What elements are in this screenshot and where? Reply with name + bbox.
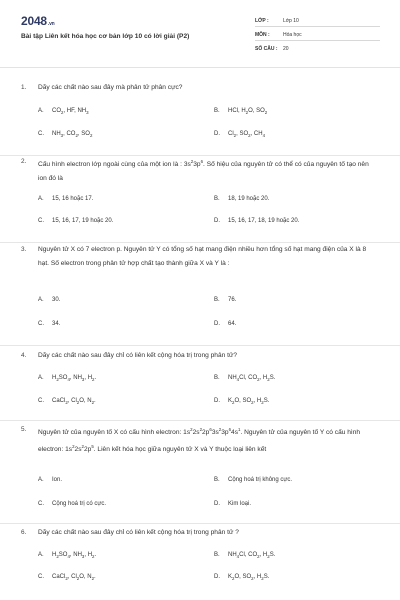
meta-value: Lớp 10: [283, 18, 299, 24]
question-text: Nguyên tử X có 7 electron p. Nguyên tử Y có tổng số hạt mang điện nhiều hơn tổng số hạt mang điện của X là 8 hạt. Số electron trong phân tử hợp chất tạo thành giữa X và Y là :: [38, 246, 367, 267]
site-logo[interactable]: [21, 14, 55, 28]
option-text: Cộng hoá trị có cực.: [52, 501, 107, 507]
option-text: $Cl_2$, $SO_2$, $CH_4$: [228, 131, 266, 139]
answer-option[interactable]: [38, 321, 60, 327]
answer-option[interactable]: [38, 398, 96, 405]
answer-option[interactable]: [38, 297, 60, 303]
answer-option[interactable]: [214, 297, 236, 303]
option-text: 15, 16, 17, 18, 19 hoặc 20.: [228, 218, 300, 224]
option-letter: D.: [214, 501, 220, 507]
meta-label: SỐ CÂU :: [255, 46, 278, 52]
option-letter: C.: [38, 321, 44, 327]
answer-option[interactable]: [214, 398, 269, 405]
option-text: 64.: [228, 321, 237, 327]
option-letter: D.: [214, 574, 220, 580]
answer-option[interactable]: [214, 131, 265, 138]
meta-value: 20: [283, 46, 289, 52]
meta-subject: [255, 32, 385, 38]
page-title: Bài tập Liên kết hóa học cơ bản lớp 10 có lời giải (P2): [21, 33, 190, 40]
option-letter: D.: [214, 321, 220, 327]
option-letter: C.: [38, 218, 44, 224]
question-number: 2.: [21, 158, 27, 165]
option-letter: B.: [214, 297, 220, 303]
option-letter: B.: [214, 477, 220, 483]
option-text: $H_2SO_4$, $NH_3$, $H_2$.: [52, 375, 97, 383]
logo-text: 2048: [21, 14, 47, 28]
meta-label: MÔN :: [255, 32, 270, 38]
answer-option[interactable]: [38, 375, 96, 382]
meta-class: [255, 18, 385, 24]
question-divider: [0, 345, 400, 346]
option-text: $NH_4Cl$, $CO_2$, $H_2S$.: [228, 552, 276, 560]
option-letter: C.: [38, 501, 44, 507]
answer-option[interactable]: [214, 501, 251, 507]
option-text: Kim loại.: [228, 501, 252, 507]
option-letter: B.: [214, 552, 220, 558]
option-letter: A.: [38, 477, 44, 483]
question-text: Nguyên tử của nguyên tố X có cấu hình electron: $1s^22s^22p^63s^23p^64s^1$. Nguyên tử của nguyên tố Y có cấu hình electron: $1s^22s^22p^5$. Liên kết hóa học giữa nguyên tử X và Y thuộc loại liên kết: [38, 427, 361, 453]
logo-suffix: .vn: [47, 21, 55, 27]
answer-option[interactable]: [214, 574, 269, 581]
meta-label: LỚP :: [255, 18, 269, 24]
answer-option[interactable]: [38, 552, 96, 559]
option-letter: D.: [214, 218, 220, 224]
option-letter: D.: [214, 398, 220, 404]
option-letter: C.: [38, 131, 44, 137]
meta-count: [255, 46, 385, 52]
question-number: 4.: [21, 352, 27, 359]
option-letter: A.: [38, 108, 44, 114]
answer-option[interactable]: [214, 196, 269, 202]
answer-option[interactable]: [38, 196, 93, 202]
option-text: CaCl$_2$, $Cl_2O$, $N_2$.: [52, 398, 96, 406]
option-text: 76.: [228, 297, 237, 303]
answer-option[interactable]: [38, 501, 106, 507]
answer-option[interactable]: [38, 574, 96, 581]
option-text: $NH_3$, $CO_2$, $SO_2$: [52, 131, 93, 139]
answer-option[interactable]: [38, 477, 62, 483]
option-letter: C.: [38, 398, 44, 404]
meta-value: Hóa học: [283, 32, 302, 38]
option-text: CaCl$_2$, $Cl_2O$, $N_2$.: [52, 574, 96, 582]
option-text: $CO_2$, HF, $NH_3$: [52, 108, 89, 116]
option-letter: A.: [38, 375, 44, 381]
question-text: Dãy các chất nào sau đây chỉ có liên kết cộng hóa trị trong phân tử ?: [38, 529, 239, 536]
option-text: 15, 16, 17, 19 hoặc 20.: [52, 218, 114, 224]
question-divider: [0, 420, 400, 421]
question-text: Cấu hình electron lớp ngoài cùng của một ion là : $3s^23p^6$. Số hiệu của nguyên tử có thể có của nguyên tố tạo nên ion đó là: [38, 159, 369, 182]
question-number: 6.: [21, 529, 27, 536]
option-text: 18, 19 hoặc 20.: [228, 196, 270, 202]
option-text: 30.: [52, 297, 61, 303]
option-text: 15, 16 hoặc 17.: [52, 196, 94, 202]
header-divider: [0, 67, 400, 68]
option-text: $K_2O$, $SO_2$, $H_2S$.: [228, 398, 270, 406]
option-letter: A.: [38, 196, 44, 202]
option-letter: A.: [38, 297, 44, 303]
option-text: $K_2O$, $SO_2$, $H_2S$.: [228, 574, 270, 582]
answer-option[interactable]: [214, 108, 267, 115]
question-number: 5.: [21, 426, 27, 433]
answer-option[interactable]: [214, 375, 275, 382]
option-letter: C.: [38, 574, 44, 580]
option-letter: B.: [214, 108, 220, 114]
answer-option[interactable]: [38, 131, 92, 138]
option-text: Ion.: [52, 477, 63, 483]
option-letter: D.: [214, 131, 220, 137]
meta-divider: [255, 40, 380, 41]
question-number: 1.: [21, 84, 27, 91]
option-letter: B.: [214, 375, 220, 381]
question-text: Dãy các chất nào sau đây mà phân tử phân cực?: [38, 84, 183, 91]
answer-option[interactable]: [38, 108, 89, 115]
option-letter: A.: [38, 552, 44, 558]
option-text: $H_2SO_4$, $NH_3$, $H_2$.: [52, 552, 97, 560]
option-text: HCl, $H_2O$, $SO_2$: [228, 108, 268, 116]
question-number: 3.: [21, 246, 27, 253]
page-header: [0, 0, 400, 66]
answer-option[interactable]: [214, 218, 299, 224]
answer-option[interactable]: [38, 218, 113, 224]
answer-option[interactable]: [214, 477, 292, 483]
meta-divider: [255, 26, 380, 27]
question-text: Dãy các chất nào sau đây chỉ có liên kết cộng hóa trị trong phân tử?: [38, 352, 238, 359]
option-letter: B.: [214, 196, 220, 202]
option-text: 34.: [52, 321, 61, 327]
option-text: $NH_4Cl$, $CO_2$, $H_2S$.: [228, 375, 276, 383]
option-text: Cộng hoá trị không cực.: [228, 477, 293, 483]
question-divider: [0, 523, 400, 524]
answer-option[interactable]: [214, 552, 275, 559]
answer-option[interactable]: [214, 321, 236, 327]
